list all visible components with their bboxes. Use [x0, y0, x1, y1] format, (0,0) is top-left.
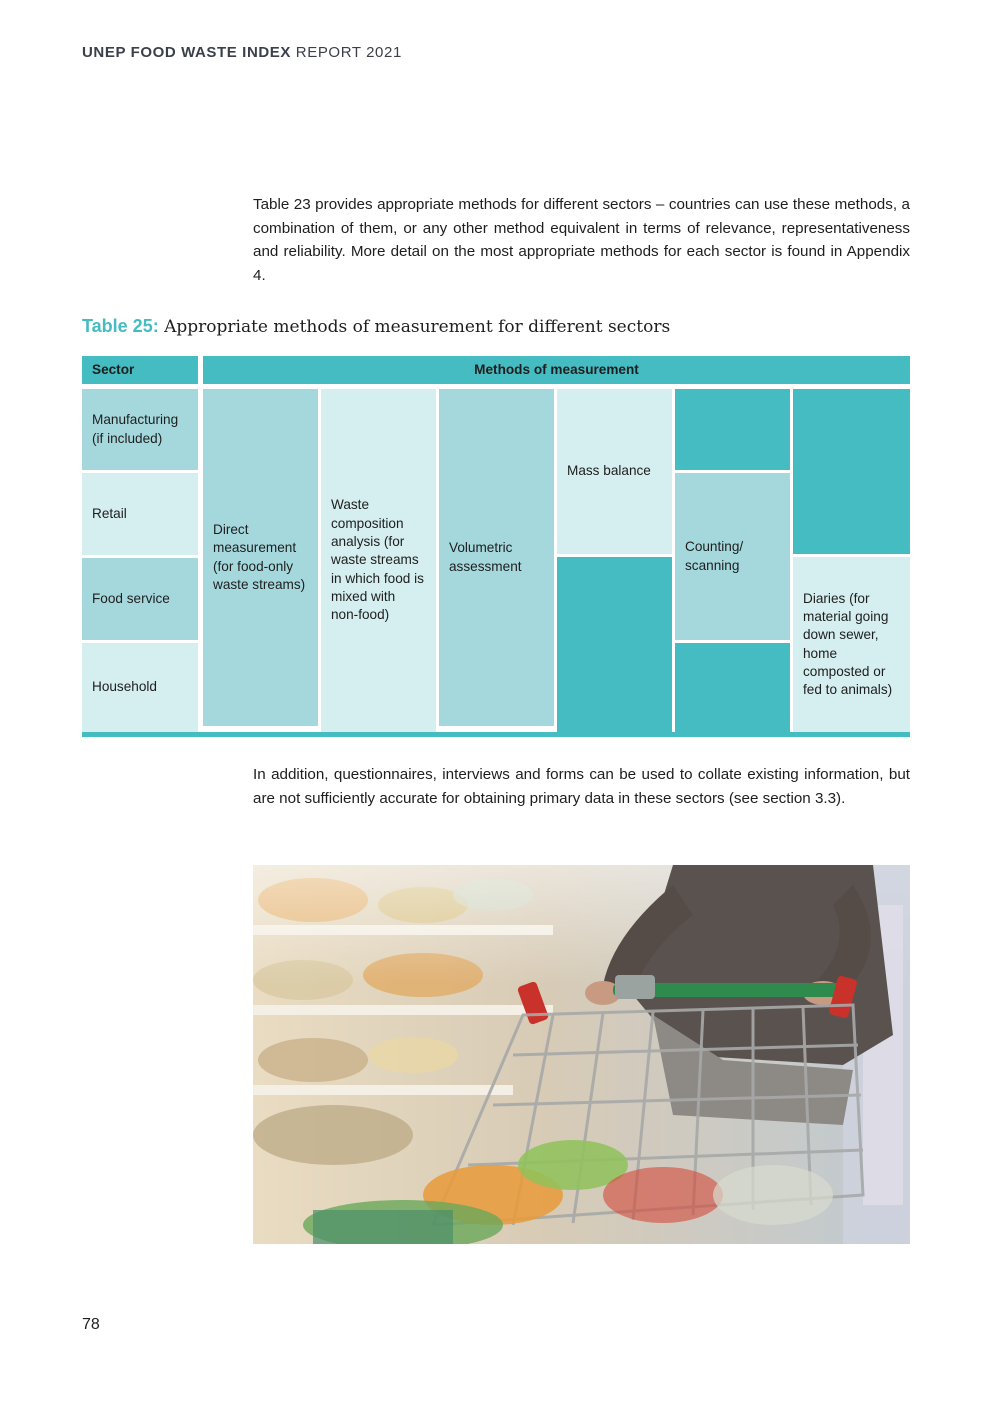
method-waste-composition: Waste composition analysis (for waste streams in which food is mixed with non-food) [321, 389, 436, 732]
cell-empty-counting-top [675, 389, 790, 470]
method-counting-scanning: Counting/ scanning [675, 473, 790, 640]
report-name: UNEP FOOD WASTE INDEX [82, 44, 292, 61]
method-diaries: Diaries (for material going down sewer, home composted or fed to animals) [793, 557, 910, 732]
sector-manufacturing: Manufacturing (if included) [82, 389, 198, 470]
sector-food-service: Food service [82, 558, 198, 640]
table-bottom-rule [82, 732, 910, 737]
table-number: Table 25: [82, 316, 159, 336]
cell-empty-counting-bottom [675, 643, 790, 732]
table-title: Appropriate methods of measurement for different sectors [158, 317, 671, 337]
method-volumetric: Volumetric assessment [439, 389, 554, 726]
method-direct-measurement: Direct measurement (for food-only waste streams) [203, 389, 318, 726]
report-year: REPORT 2021 [291, 44, 402, 61]
cell-empty-mass-balance [557, 557, 672, 732]
method-mass-balance: Mass balance [557, 389, 672, 554]
methods-table [82, 356, 910, 738]
outro-paragraph: In addition, questionnaires, interviews and forms can be used to collate existing information, but are not sufficiently accurate for obtaining primary data in these sectors (see section 3.3). [253, 766, 910, 807]
sector-retail: Retail [82, 473, 198, 555]
running-header [82, 44, 402, 61]
sector-household: Household [82, 643, 198, 732]
table-caption [82, 316, 670, 337]
shopping-cart-photo [253, 865, 910, 1244]
intro-paragraph: Table 23 provides appropriate methods for different sectors – countries can use these methods, a combination of them, or any other method equivalent in terms of relevance, representativeness and reliability. More detail on the most appropriate methods for each sector is found in Appendix 4. [253, 196, 910, 284]
header-sector: Sector [82, 356, 198, 384]
header-methods: Methods of measurement [203, 356, 910, 384]
page-number: 78 [82, 1316, 100, 1333]
cell-empty-diaries [793, 389, 910, 554]
